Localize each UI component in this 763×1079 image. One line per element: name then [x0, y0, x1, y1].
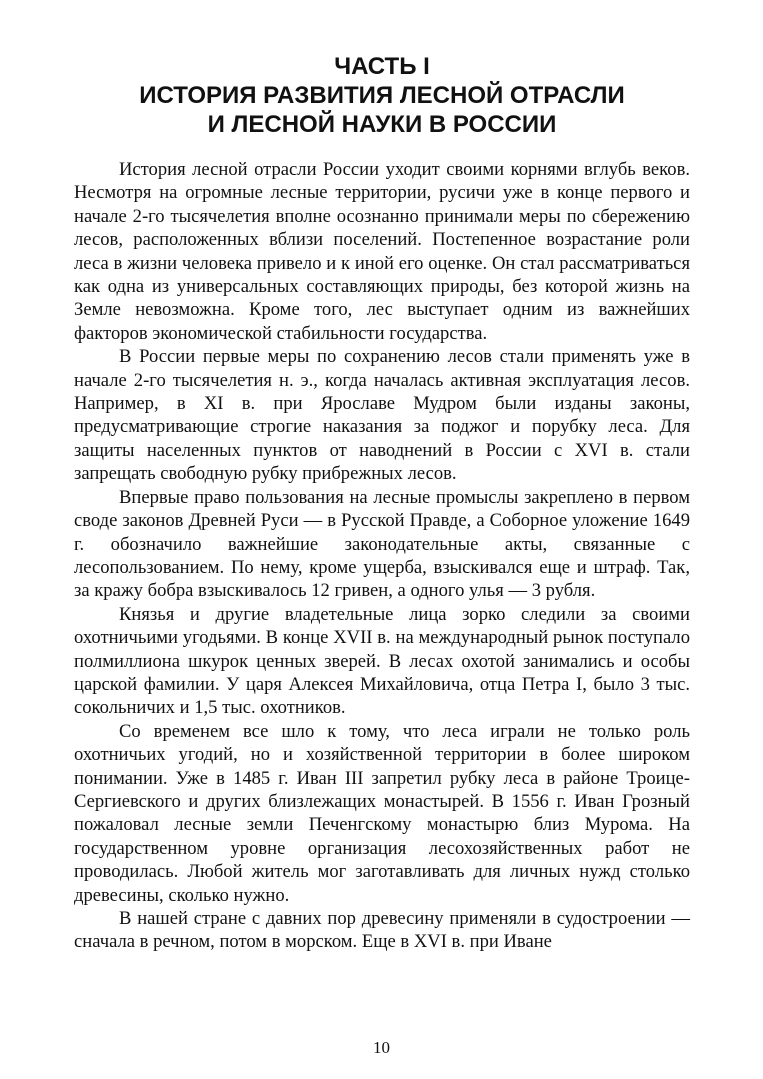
paragraph-3: Впервые право пользования на лесные промыслы закреплено в первом своде законов Древней Руси — в Русской Правде, а Соборное уложение 1649 г. обозначило важнейшие законодательные акты, связанные с лесопользованием. По нему, кроме ущерба, взыскивался еще и штраф. Так, за кражу бобра взыскивалось 12 гривен, а одного улья — 3 рубля. [74, 486, 690, 602]
chapter-heading [74, 52, 690, 139]
paragraph-2: В России первые меры по сохранению лесов стали применять уже в начале 2-го тысячелетия н. э., когда началась активная эксплуатация лесов. Например, в XI в. при Ярославе Мудром были изданы законы, предусматривающие строгие наказания за поджог и порубку леса. Для защиты населенных пунктов от наводнений в России с XVI в. стали запрещать свободную рубку прибрежных лесов. [74, 346, 690, 485]
paragraph-4: Князья и другие владетельные лица зорко следили за своими охотничьими угодьями. В конце XVII в. на международный рынок поступало полмиллиона шкурок ценных зверей. В лесах охотой занимались и особы царской фамилии. У царя Алексея Михайловича, отца Петра I, было 3 тыс. сокольничих и 1,5 тыс. охотников. [74, 603, 690, 719]
paragraph-1: История лесной отрасли России уходит своими корнями вглубь веков. Несмотря на огромные лесные территории, русичи уже в конце первого и начале 2-го тысячелетия вполне осознанно принимали меры по сбережению лесов, расположенных вблизи поселений. Постепенное возрастание роли леса в жизни человека привело и к иной его оценке. Он стал рассматриваться как одна из универсальных составляющих природы, без которой жизнь на Земле невозможна. Кроме того, лес выступает одним из важнейших факторов экономической стабильности государства. [74, 159, 690, 344]
chapter-title-line-1: ИСТОРИЯ РАЗВИТИЯ ЛЕСНОЙ ОТРАСЛИ [139, 82, 625, 109]
body-text [74, 158, 690, 954]
paragraph-6: В нашей стране с давних пор древесину применяли в судостроении — сначала в речном, потом в морском. Еще в XVI в. при Иване [74, 908, 690, 953]
chapter-title-line-2: И ЛЕСНОЙ НАУКИ В РОССИИ [207, 111, 557, 138]
page-number: 10 [373, 1038, 390, 1057]
part-title: ЧАСТЬ I [334, 53, 430, 80]
paragraph-5: Со временем все шло к тому, что леса играли не только роль охотничьих угодий, но и хозяйственной территории в более широком понимании. Уже в 1485 г. Иван III запретил рубку леса в районе Троице-Сергиевского и других близлежащих монастырей. В 1556 г. Иван Грозный пожаловал лесные земли Печенгскому монастырю близ Мурома. На государственном уровне организация лесохозяйственных работ не проводилась. Любой житель мог заготавливать для личных нужд столько древесины, сколько нужно. [74, 720, 690, 906]
book-page [74, 52, 690, 954]
